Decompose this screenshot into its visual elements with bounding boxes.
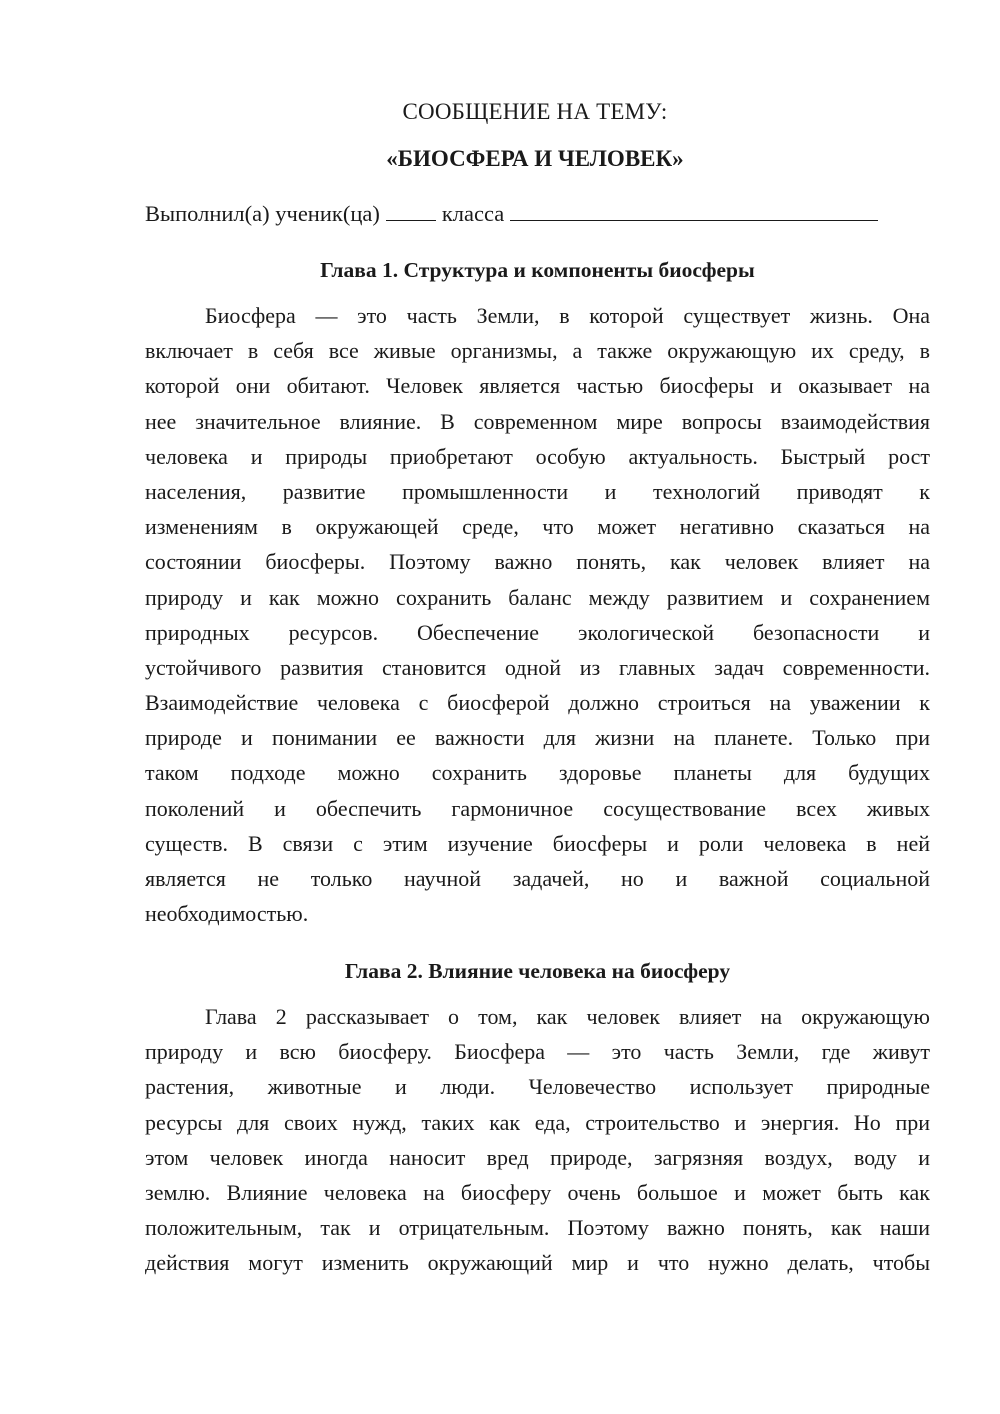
paragraph-line: природу и как можно сохранить баланс между развитием и сохранением [145, 584, 930, 610]
name-blank [510, 198, 878, 221]
document-title-line1: СООБЩЕНИЕ НА ТЕМУ: [402, 99, 668, 124]
author-line [145, 198, 935, 229]
paragraph-line: устойчивого развития становится одной из главных задач современности. [145, 654, 930, 680]
paragraph-line: включает в себя все живые организмы, а также окружающую их среду, в [145, 338, 930, 364]
grade-blank [386, 198, 436, 221]
paragraph-line: населения, развитие промышленности и технологий приводят к [145, 478, 930, 504]
paragraph-line: является не только научной задачей, но и важной социальной [145, 866, 930, 891]
paragraph-line: природу и всю биосферу. Биосфера — это часть Земли, где живут [145, 1039, 930, 1065]
chapter2-heading: Глава 2. Влияние человека на биосферу [344, 959, 731, 983]
paragraph-line: землю. Влияние человека на биосферу очень большое и может быть как [145, 1179, 930, 1205]
paragraph-line: этом человек иногда наносит вред природе, загрязняя воздух, воду и [145, 1144, 930, 1170]
paragraph-line: природе и понимании ее важности для жизни на планете. Только при [145, 725, 930, 751]
document-title-line2: «БИОСФЕРА И ЧЕЛОВЕК» [386, 146, 684, 171]
paragraph-line: растения, животные и люди. Человечество использует природные [145, 1074, 930, 1100]
paragraph-line: которой они обитают. Человек является частью биосферы и оказывает на [145, 373, 930, 399]
paragraph-line: Биосфера — это часть Земли, в которой существует жизнь. Она [205, 303, 930, 328]
paragraph-line: природных ресурсов. Обеспечение экологической безопасности и [145, 619, 930, 645]
paragraph-line: таком подходе можно сохранить здоровье планеты для будущих [145, 760, 930, 786]
chapter1-heading: Глава 1. Структура и компоненты биосферы [320, 258, 755, 282]
author-class-label: класса [441, 201, 505, 226]
chapter1-paragraph [145, 298, 930, 931]
paragraph-line: Глава 2 рассказывает о том, как человек влияет на окружающую [205, 1004, 930, 1029]
paragraph-line: Взаимодействие человека с биосферой должно строиться на уважении к [145, 690, 930, 716]
paragraph-line: нее значительное влияние. В современном мире вопросы взаимодействия [145, 408, 930, 434]
paragraph-line: поколений и обеспечить гармоничное сосуществование всех живых [145, 795, 930, 821]
paragraph-line: положительным, так и отрицательным. Поэтому важно понять, как наши [145, 1215, 930, 1241]
author-prefix: Выполнил(а) ученик(ца) [145, 201, 380, 226]
paragraph-line: человека и природы приобретают особую актуальность. Быстрый рост [145, 443, 930, 469]
paragraph-line: ресурсы для своих нужд, таких как еда, строительство и энергия. Но при [145, 1109, 930, 1135]
paragraph-line: существ. В связи с этим изучение биосферы и роли человека в ней [145, 830, 930, 856]
paragraph-line: изменениям в окружающей среде, что может негативно сказаться на [145, 514, 930, 540]
chapter2-paragraph [145, 999, 930, 1281]
paragraph-line: состоянии биосферы. Поэтому важно понять, как человек влияет на [145, 549, 930, 575]
paragraph-line: действия могут изменить окружающий мир и что нужно делать, чтобы [145, 1250, 930, 1276]
paragraph-line: необходимостью. [145, 901, 309, 927]
